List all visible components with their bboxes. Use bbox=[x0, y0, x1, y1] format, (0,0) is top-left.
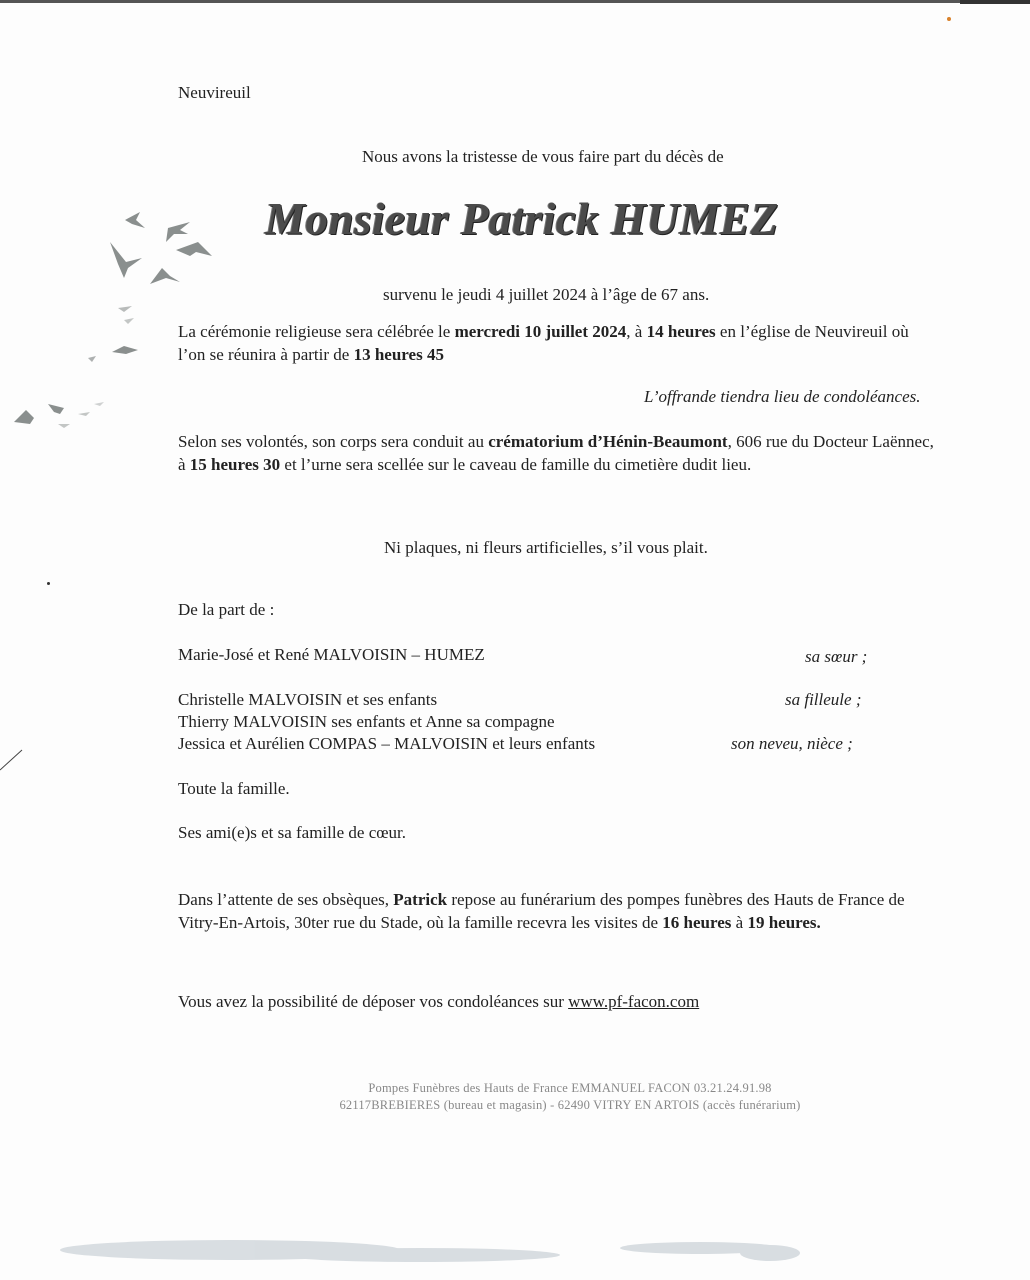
family-line: Christelle MALVOISIN et ses enfants bbox=[178, 690, 438, 709]
footer-line: 62117BREBIERES (bureau et magasin) - 62490 VITRY EN ARTOIS (accès funérarium) bbox=[339, 1098, 801, 1112]
deceased-name: Monsieur Patrick HUMEZ bbox=[265, 194, 779, 244]
family-relation: sa sœur ; bbox=[805, 647, 868, 666]
flying-birds-icon bbox=[0, 190, 230, 440]
scan-smudge bbox=[0, 1225, 1030, 1280]
family-relation: son neveu, nièce ; bbox=[731, 734, 853, 753]
funeral-home-paragraph: Dans l’attente de ses obsèques, Patrick repose au funérarium des pompes funèbres des Hauts de France de Vitry-En-Artois, 30ter rue du Stade, où la famille recevra les visites de 16 heures à 19 heures. bbox=[178, 890, 905, 932]
from-label: De la part de : bbox=[178, 600, 275, 619]
scan-top-edge-dark bbox=[960, 0, 1030, 4]
family-line: Toute la famille. bbox=[178, 779, 290, 798]
scan-speck bbox=[47, 582, 50, 585]
family-line: Marie-José et René MALVOISIN – HUMEZ bbox=[178, 645, 485, 664]
family-line: Jessica et Aurélien COMPAS – MALVOISIN et leurs enfants bbox=[178, 734, 596, 753]
announcement-intro: Nous avons la tristesse de vous faire part du décès de bbox=[362, 147, 724, 166]
family-relation: sa filleule ; bbox=[785, 690, 862, 709]
footer-line: Pompes Funèbres des Hauts de France EMMANUEL FACON 03.21.24.91.98 bbox=[368, 1081, 772, 1095]
no-flowers-note: Ni plaques, ni fleurs artificielles, s’il vous plait. bbox=[384, 538, 708, 557]
death-date-line: survenu le jeudi 4 juillet 2024 à l’âge de 67 ans. bbox=[383, 285, 710, 304]
funeral-home-footer bbox=[0, 1080, 1030, 1114]
cremation-paragraph: Selon ses volontés, son corps sera conduit au crématorium d’Hénin-Beaumont, 606 rue du Docteur Laënnec, à 15 heures 30 et l’urne sera scellée sur le caveau de famille du cimetière dudit lieu. bbox=[178, 432, 934, 474]
place-name: Neuvireuil bbox=[178, 83, 251, 102]
condolences-line: Vous avez la possibilité de déposer vos condoléances sur www.pf-facon.com bbox=[178, 992, 700, 1011]
scan-scratch-mark bbox=[0, 748, 30, 778]
scan-speck bbox=[947, 17, 951, 21]
family-line: Ses ami(e)s et sa famille de cœur. bbox=[178, 823, 407, 842]
scan-top-edge bbox=[0, 0, 1030, 3]
ceremony-paragraph: La cérémonie religieuse sera célébrée le mercredi 10 juillet 2024, à 14 heures en l’église de Neuvireuil où l’on se réunira à partir de 13 heures 45 bbox=[178, 322, 909, 364]
offering-note: L’offrande tiendra lieu de condoléances. bbox=[644, 387, 921, 406]
condolences-link[interactable]: www.pf-facon.com bbox=[568, 992, 700, 1011]
family-line: Thierry MALVOISIN ses enfants et Anne sa compagne bbox=[178, 712, 555, 731]
